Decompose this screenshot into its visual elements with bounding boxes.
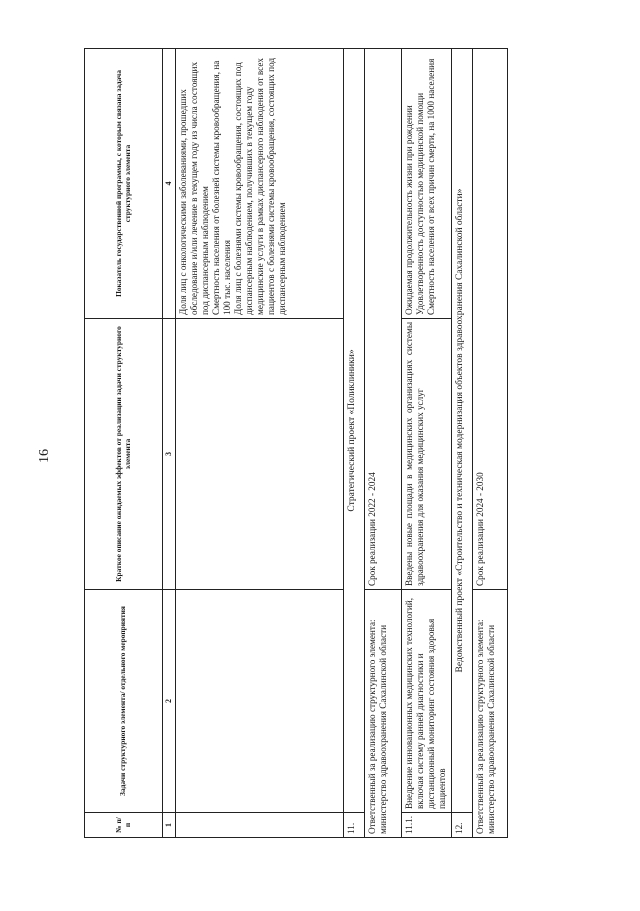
header-row <box>85 49 163 838</box>
responsible-row <box>365 49 402 838</box>
column-number-4: 4 <box>163 49 176 319</box>
section-header-row <box>344 49 365 838</box>
column-numbers-row <box>163 49 176 838</box>
empty-cell <box>176 319 344 590</box>
task-text: Внедрение инновационных медицинских технологий, включая систему ранней диагностики и дистанционный мониторинг состояния здоровья пациентов <box>402 590 452 813</box>
indicator-text: Удовлетворенность доступностью медицинской помощи <box>415 92 426 315</box>
section-title: Ведомственный проект «Строительство и техническая модернизация объектов здравоохранения Сахалинской области» <box>452 49 473 813</box>
column-number-1: 1 <box>163 813 176 838</box>
table-row <box>176 49 344 838</box>
responsible-row <box>473 49 508 838</box>
column-number-3: 3 <box>163 319 176 590</box>
indicator-text: Ожидаемая продолжительность жизни при рождении <box>404 105 414 315</box>
empty-cell <box>176 590 344 813</box>
indicator-cell <box>402 49 452 319</box>
header-task: Задачи структурного элемента/ отдельного мероприятия <box>85 590 163 813</box>
header-number: № п/п <box>85 813 163 838</box>
row-number: 11.1. <box>402 813 452 838</box>
empty-cell <box>176 813 344 838</box>
section-title: Стратегический проект «Поликлиники» <box>344 49 365 813</box>
column-number-2: 2 <box>163 590 176 813</box>
period-text: Срок реализации 2022 - 2024 <box>365 49 402 590</box>
indicator-cell <box>176 49 344 319</box>
indicator-text: Смертность населения от болезней системы кровообращения, на 100 тыс. населения <box>211 60 233 315</box>
responsible-text: Ответственный за реализацию структурного элемента: министерство здравоохранения Сахалинской области <box>473 590 508 838</box>
header-indicator: Показатель государственной программы, с которым связана задача структурного элемента <box>85 49 163 319</box>
section-number: 12. <box>452 813 473 838</box>
rotated-page-content <box>84 49 507 838</box>
effect-text: Введены новые площади в медицинских организациях системы здравоохранения для оказания медицинских услуг <box>402 319 452 590</box>
page-number: 16 <box>37 449 52 463</box>
table-row <box>402 49 452 838</box>
period-text: Срок реализации 2024 - 2030 <box>473 49 508 590</box>
indicator-text: Смертность населения от всех причин смерти, на 1000 населения <box>426 58 437 315</box>
indicator-text: Доля лиц с онкологическими заболеваниями, прошедших обследование и/или лечение в текущем году из числа состоящих под диспансерным наблюдением <box>178 61 211 315</box>
structural-elements-table <box>84 48 508 838</box>
section-header-row <box>452 49 473 838</box>
responsible-text: Ответственный за реализацию структурного элемента: министерство здравоохранения Сахалинской области <box>365 590 402 838</box>
header-effect: Краткое описание ожидаемых эффектов от реализации задачи структурного элемента <box>85 319 163 590</box>
section-number: 11. <box>344 813 365 838</box>
indicator-text: Доля лиц с болезнями системы кровообращения, состоящих под диспансерным наблюдением, получивших в текущем году медицинские услуги в рамках диспансерного наблюдения от всех пациентов с болезнями системы кровообращения, состоящих под диспансерным наблюдением <box>233 57 288 315</box>
